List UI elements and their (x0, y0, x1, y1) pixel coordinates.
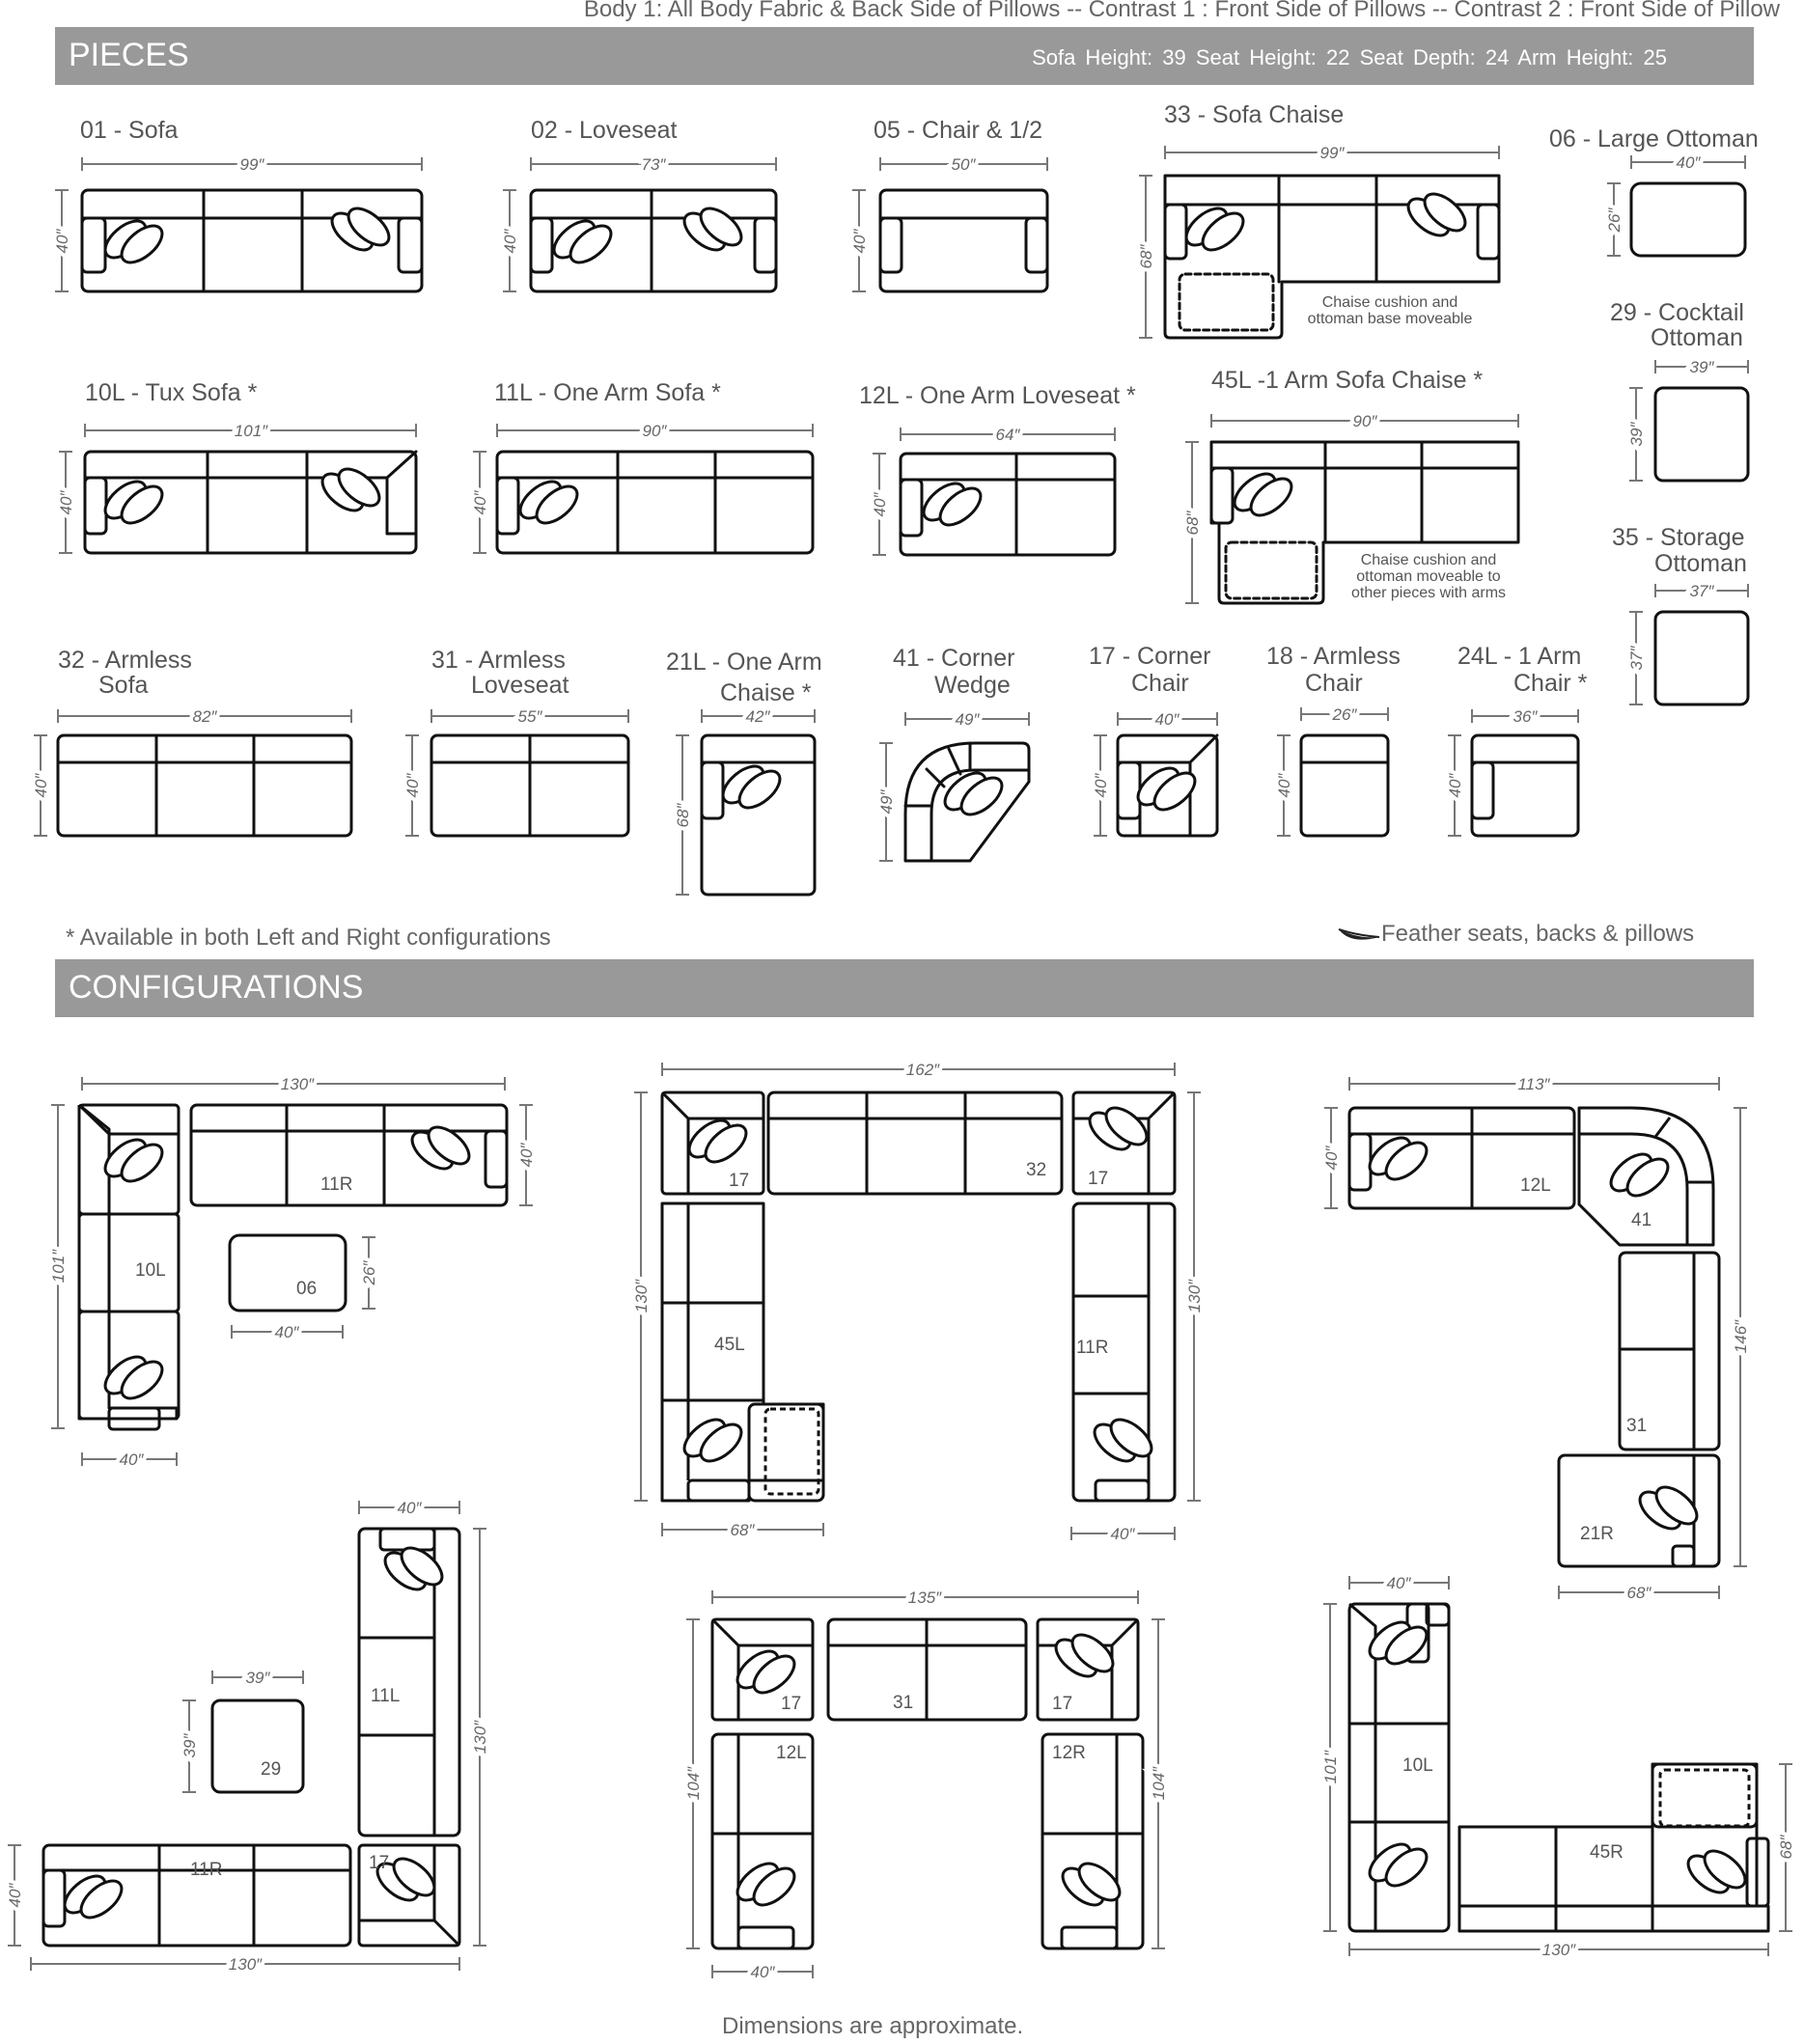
dimension-label: 40″ (1386, 1574, 1411, 1592)
dimension-label: 40″ (871, 492, 889, 517)
dimension-label: 40″ (517, 1143, 536, 1168)
dimension-label: 101″ (49, 1249, 68, 1284)
dimension-label: 40″ (119, 1450, 144, 1469)
dimension-label: 42″ (745, 707, 770, 726)
piece-armless-loveseat (431, 735, 628, 836)
label-chair-and-half: 05 - Chair & 1/2 (874, 117, 1043, 144)
dimension-label: 130″ (1185, 1279, 1204, 1313)
dimension-label: 06 (296, 1279, 318, 1299)
dimension-label: 17 (369, 1853, 390, 1873)
label-armless-loveseat-1: 31 - Armless (431, 647, 566, 674)
label-storage-ottoman-1: 35 - Storage (1612, 524, 1745, 551)
dimension-label: 40″ (1092, 773, 1110, 798)
label-sofa: 01 - Sofa (80, 117, 179, 144)
dimension-label: 40″ (32, 773, 50, 798)
piece-one-arm-chair (1472, 735, 1578, 836)
dimension-label: 31 (893, 1693, 914, 1713)
label-armless-sofa-1: 32 - Armless (58, 647, 192, 674)
piece-one-arm-sofa (497, 452, 813, 553)
dimension-label: 130″ (632, 1279, 651, 1313)
piece-corner-chair (1118, 735, 1217, 836)
label-large-ottoman: 06 - Large Ottoman (1549, 125, 1759, 152)
piece-labels (58, 101, 1759, 706)
dimension-label: 68″ (1137, 244, 1155, 269)
feather-note: Feather seats, backs & pillows (1337, 921, 1694, 948)
dimension-label: 130″ (228, 1955, 263, 1974)
label-armless-chair-2: Chair (1305, 670, 1363, 697)
dimension-label: 101″ (234, 422, 268, 440)
label-one-arm-chair-2: Chair * (1513, 670, 1588, 697)
dimension-label: 68″ (1183, 511, 1202, 536)
dimension-label: 26″ (360, 1260, 378, 1285)
dimension-label: 11L (371, 1686, 401, 1706)
dimension-label: 11R (1076, 1338, 1109, 1358)
dimension-label: 130″ (1541, 1941, 1576, 1959)
label-one-arm-loveseat: 12L - One Arm Loveseat * (859, 382, 1136, 409)
sofa-chaise-note-1: Chaise cushion and (1321, 294, 1458, 311)
sofa-chaise-note-2: ottoman base moveable (1307, 311, 1473, 327)
dimension-label: 146″ (1732, 1319, 1750, 1354)
dimension-label: 37″ (1627, 646, 1646, 671)
dimension-label: 40″ (1676, 153, 1701, 172)
dimension-label: 40″ (501, 229, 519, 254)
piece-sofa (82, 190, 422, 291)
label-tux-sofa: 10L - Tux Sofa * (85, 379, 258, 406)
dimension-label: 32 (1026, 1160, 1047, 1180)
label-corner-wedge-2: Wedge (934, 672, 1011, 699)
piece-storage-ottoman (1655, 612, 1748, 704)
dimension-label: 12L (776, 1743, 807, 1763)
dimension-label: 45L (714, 1335, 745, 1355)
one-arm-chaise-note-2: ottoman moveable to (1356, 568, 1501, 585)
dimension-label: 130″ (471, 1720, 489, 1754)
dimension-label: 40″ (850, 229, 869, 254)
dimension-label: 90″ (642, 422, 667, 440)
dimension-label: 40″ (403, 773, 422, 798)
dimension-label: 40″ (1275, 773, 1293, 798)
dimension-label: 68″ (730, 1521, 755, 1539)
dimension-label: 68″ (1777, 1835, 1795, 1860)
dimension-label: 49″ (877, 789, 896, 815)
configurations-title: CONFIGURATIONS (69, 969, 364, 1006)
dimension-label: 130″ (280, 1075, 315, 1093)
config-dimension-labels (6, 1061, 1795, 1981)
dimension-label: 50″ (951, 155, 976, 174)
label-one-arm-chair-1: 24L - 1 Arm (1457, 643, 1582, 670)
label-loveseat: 02 - Loveseat (531, 117, 678, 144)
dimension-label: 26″ (1332, 705, 1357, 724)
piece-corner-wedge (905, 743, 1029, 861)
dimension-label: 68″ (674, 803, 692, 828)
dimension-label: 45R (1590, 1842, 1624, 1863)
dimension-label: 26″ (1605, 207, 1624, 233)
piece-dimension-labels (32, 144, 1714, 827)
dimension-label: 39″ (1689, 358, 1714, 376)
dimension-label: 40″ (57, 490, 75, 515)
dimension-label: 49″ (955, 710, 980, 729)
dimensions-disclaimer: Dimensions are approximate. (722, 2013, 1024, 2039)
label-corner-chair-2: Chair (1131, 670, 1189, 697)
dimension-label: 99″ (239, 155, 264, 174)
dimension-label: 11R (190, 1860, 223, 1880)
pieces-dimensions: Sofa Height: 39 Seat Height: 22 Seat Depth: 24 Arm Height: 25 (1032, 45, 1667, 69)
piece-tux-sofa (85, 452, 416, 553)
label-armless-sofa-2: Sofa (98, 672, 149, 699)
dimension-label: 55″ (517, 707, 542, 726)
one-arm-chaise-note-1: Chaise cushion and (1360, 552, 1497, 568)
availability-note: * Available in both Left and Right configurations (66, 925, 551, 951)
dimension-label: 40″ (750, 1963, 775, 1981)
fabric-note: Body 1: All Body Fabric & Back Side of Pillows -- Contrast 1 : Front Side of Pillows -- Contrast 2 : Front Side of Pillow (583, 0, 1780, 22)
config-2 (662, 1092, 1175, 1501)
dimension-label: 40″ (1446, 773, 1464, 798)
label-corner-chair-1: 17 - Corner (1089, 643, 1211, 670)
dimension-label: 17 (781, 1694, 802, 1714)
piece-one-arm-chaise (702, 735, 815, 895)
dimension-label: 99″ (1319, 144, 1345, 162)
dimension-label: 40″ (1154, 710, 1180, 729)
dimension-label: 104″ (1150, 1766, 1168, 1801)
piece-armless-chair (1301, 735, 1388, 836)
dimension-label: 40″ (274, 1323, 299, 1341)
dimension-label: 40″ (1322, 1146, 1341, 1171)
dimension-label: 82″ (192, 707, 217, 726)
dimension-label: 101″ (1321, 1750, 1340, 1784)
dimension-label: 39″ (1627, 422, 1646, 447)
label-storage-ottoman-2: Ottoman (1654, 550, 1747, 577)
dimension-label: 10L (135, 1260, 166, 1281)
label-cocktail-ottoman-2: Ottoman (1651, 324, 1743, 351)
piece-armless-sofa (58, 735, 351, 836)
dimension-label: 40″ (6, 1883, 24, 1908)
config-dimension-lines (8, 1063, 1792, 1978)
dimension-label: 17 (1088, 1169, 1109, 1189)
label-one-arm-chaise-2: Chaise * (720, 679, 812, 706)
label-one-arm-chaise-1: 21L - One Arm (666, 649, 822, 676)
label-corner-wedge-1: 41 - Corner (893, 645, 1015, 672)
dimension-label: 73″ (641, 155, 666, 174)
dimension-label: 40″ (471, 490, 489, 515)
dimension-label: 29 (261, 1759, 282, 1780)
dimension-label: 113″ (1517, 1075, 1550, 1093)
dimension-label: 36″ (1513, 707, 1538, 726)
label-cocktail-ottoman-1: 29 - Cocktail (1610, 299, 1744, 326)
dimension-label: 68″ (1626, 1584, 1651, 1602)
dimension-label: 31 (1626, 1416, 1648, 1436)
dimension-label: 40″ (53, 229, 71, 254)
dimension-label: 17 (729, 1171, 750, 1191)
config-4 (43, 1529, 459, 1946)
piece-loveseat (531, 190, 776, 291)
dimension-label: 64″ (995, 426, 1020, 444)
dimension-label: 162″ (905, 1061, 940, 1079)
dimension-label: 39″ (180, 1733, 199, 1758)
piece-chair-and-half (880, 190, 1047, 291)
dimension-label: 17 (1052, 1694, 1073, 1714)
config-5 (712, 1619, 1143, 1948)
dimension-label: 11R (320, 1174, 353, 1195)
label-armless-loveseat-2: Loveseat (471, 672, 569, 699)
label-armless-chair-1: 18 - Armless (1266, 643, 1401, 670)
dimension-label: 40″ (397, 1499, 422, 1517)
dimension-label: 21R (1580, 1524, 1614, 1544)
dimension-label: 12R (1052, 1743, 1086, 1763)
label-one-arm-sofa-chaise: 45L -1 Arm Sofa Chaise * (1211, 367, 1484, 394)
dimension-label: 104″ (684, 1766, 703, 1801)
dimension-label: 37″ (1689, 582, 1714, 600)
label-sofa-chaise: 33 - Sofa Chaise (1164, 101, 1345, 128)
piece-one-arm-loveseat (901, 454, 1115, 555)
dimension-label: 40″ (1110, 1525, 1135, 1543)
dimension-label: 41 (1631, 1210, 1652, 1230)
piece-cocktail-ottoman (1655, 388, 1748, 481)
dimension-label: 12L (1520, 1175, 1551, 1196)
label-one-arm-sofa: 11L - One Arm Sofa * (494, 379, 721, 406)
dimension-label: 39″ (245, 1669, 270, 1687)
one-arm-chaise-note-3: other pieces with arms (1350, 585, 1507, 601)
dimension-label: 135″ (907, 1588, 942, 1607)
pieces-title: PIECES (69, 37, 189, 73)
piece-large-ottoman (1631, 183, 1745, 256)
dimension-label: 90″ (1352, 412, 1377, 430)
dimension-label: 10L (1402, 1755, 1433, 1776)
